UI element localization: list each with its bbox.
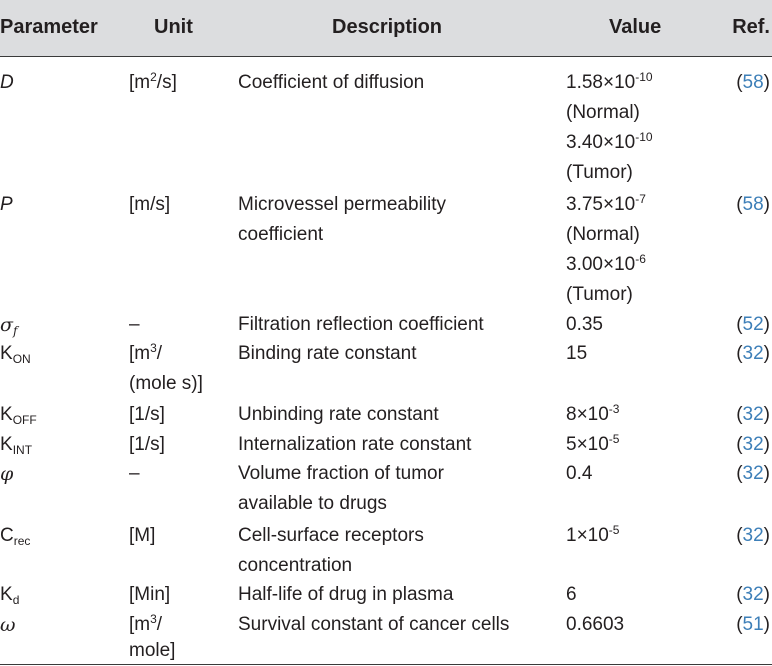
ref-cell: (32) xyxy=(736,525,770,546)
param-cell: D xyxy=(0,72,14,93)
description-line-1: Microvessel permeability xyxy=(238,194,447,215)
ref-cell: (58) xyxy=(736,72,770,93)
unit-line-2: mole] xyxy=(129,640,176,661)
param-cell: $C_{rec}$ xyxy=(0,525,31,548)
value-normal-label: (Normal) xyxy=(566,224,640,245)
value-normal: $3.75\times 10^{-7}$ xyxy=(566,192,646,215)
unit-cell: [m/s] xyxy=(129,194,171,215)
param-cell: $K_{INT}$ xyxy=(0,434,33,457)
ref-cell: (58) xyxy=(736,194,770,215)
value-tumor-label: (Tumor) xyxy=(566,162,633,183)
table-header xyxy=(0,0,772,57)
unit-cell: – xyxy=(129,314,140,335)
ref-link[interactable]: 58 xyxy=(742,72,764,93)
param-cell: P xyxy=(0,194,13,215)
description-cell: Unbinding rate constant xyxy=(238,404,439,425)
description-cell: Filtration reflection coefficient xyxy=(238,314,484,335)
description-line-2: coefficient xyxy=(238,224,324,245)
value-cell: 0.4 xyxy=(566,463,593,484)
ref-link[interactable]: 58 xyxy=(742,194,764,215)
description-line-1: Volume fraction of tumor xyxy=(238,463,444,484)
ref-link[interactable]: 32 xyxy=(742,434,764,455)
unit-line-1: [$m^3/$ xyxy=(129,341,163,364)
ref-cell: (32) xyxy=(736,343,770,364)
description-line-2: concentration xyxy=(238,555,353,576)
ref-cell: (32) xyxy=(736,584,770,605)
value-cell: 6 xyxy=(566,584,577,605)
unit-cell: [1/s] xyxy=(129,434,165,455)
unit-cell: – xyxy=(129,463,140,484)
param-cell: $\sigma_f$ xyxy=(0,314,18,338)
ref-cell: (51) xyxy=(736,614,770,635)
description-cell: Coefficient of diffusion xyxy=(238,72,425,93)
description-cell: Half-life of drug in plasma xyxy=(238,584,454,605)
value-tumor-label: (Tumor) xyxy=(566,284,633,305)
description-line-1: Cell-surface receptors xyxy=(238,525,424,546)
unit-cell: [M] xyxy=(129,525,156,546)
unit-line-1: [$m^3/$ xyxy=(129,612,163,635)
ref-link[interactable]: 32 xyxy=(742,343,764,364)
header-parameter: Parameter xyxy=(0,16,98,38)
ref-cell: (52) xyxy=(736,314,770,335)
unit-cell: [Min] xyxy=(129,584,171,605)
value-tumor: $3.40\times 10^{-10}$ xyxy=(566,130,653,153)
param-cell: $K_{ON}$ xyxy=(0,343,31,366)
value-cell: 0.6603 xyxy=(566,614,625,635)
header-description: Description xyxy=(332,16,443,38)
value-cell: $8\times 10^{-3}$ xyxy=(566,402,620,425)
value-cell: 0.35 xyxy=(566,314,603,335)
value-normal: $1.58\times 10^{-10}$ xyxy=(566,70,653,93)
description-cell: Survival constant of cancer cells xyxy=(238,614,510,635)
param-cell: $K_{OFF}$ xyxy=(0,404,37,427)
ref-link[interactable]: 52 xyxy=(742,314,764,335)
unit-line-2: (mole s)] xyxy=(129,373,203,394)
ref-cell: (32) xyxy=(736,404,770,425)
unit-cell: $[m^2/s]$ xyxy=(129,70,177,93)
ref-link[interactable]: 32 xyxy=(742,463,764,484)
bottom-rule xyxy=(0,664,772,665)
unit-cell: [1/s] xyxy=(129,404,165,425)
param-cell: $K_d$ xyxy=(0,584,20,607)
value-normal-label: (Normal) xyxy=(566,102,640,123)
value-tumor: $3.00\times 10^{-6}$ xyxy=(566,252,646,275)
param-cell: φ xyxy=(0,463,14,485)
description-line-2: available to drugs xyxy=(238,493,387,514)
header-unit: Unit xyxy=(154,16,193,38)
ref-cell: (32) xyxy=(736,463,770,484)
value-cell: 15 xyxy=(566,343,588,364)
value-cell: $1\times 10^{-5}$ xyxy=(566,523,620,546)
ref-link[interactable]: 32 xyxy=(742,404,764,425)
header-ref: Ref. xyxy=(732,16,770,38)
param-cell: ω xyxy=(0,614,16,636)
description-cell: Binding rate constant xyxy=(238,343,417,364)
ref-link[interactable]: 32 xyxy=(742,584,764,605)
ref-cell: (32) xyxy=(736,434,770,455)
ref-link[interactable]: 32 xyxy=(742,525,764,546)
description-cell: Internalization rate constant xyxy=(238,434,472,455)
value-cell: $5\times 10^{-5}$ xyxy=(566,432,620,455)
header-value: Value xyxy=(609,16,662,38)
ref-link[interactable]: 51 xyxy=(742,614,764,635)
